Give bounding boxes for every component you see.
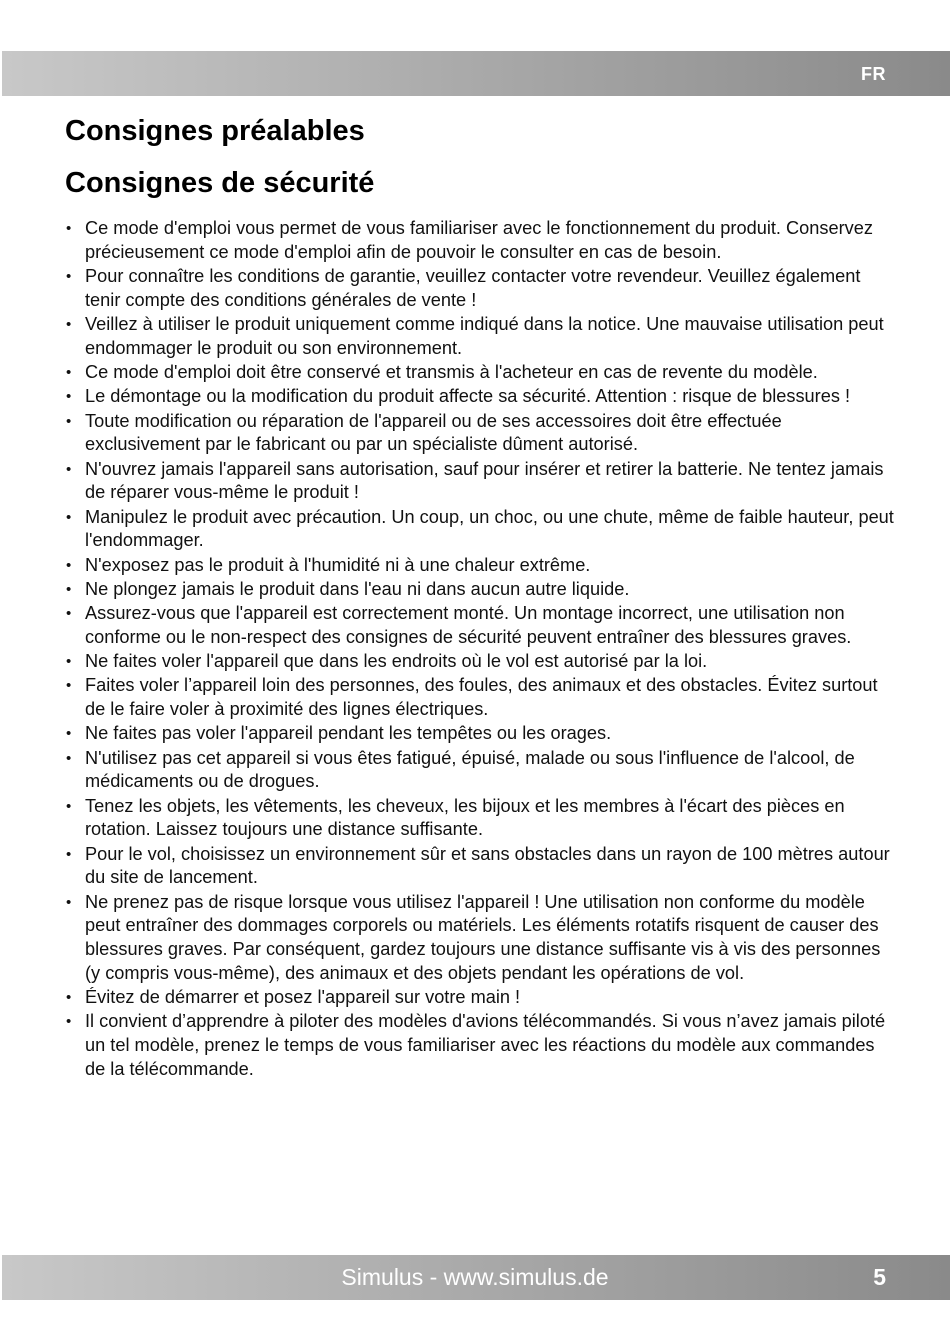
list-item-text: Ne faites pas voler l'appareil pendant les tempêtes ou les orages. [85, 723, 612, 744]
list-item-text: Pour le vol, choisissez un environnement sûr et sans obstacles dans un rayon de 100 mètres autour du site de lancement. [85, 843, 890, 888]
list-item-text: N'exposez pas le produit à l'humidité ni à une chaleur extrême. [85, 554, 591, 575]
bullet-icon: • [66, 749, 72, 767]
page-number: 5 [873, 1264, 886, 1290]
bullet-icon: • [66, 845, 72, 863]
footer-bar [2, 1255, 950, 1300]
list-item-text: Évitez de démarrer et posez l'appareil sur votre main ! [85, 987, 521, 1008]
bullet-icon: • [66, 653, 72, 671]
list-item-text: Ne plongez jamais le produit dans l'eau ni dans aucun autre liquide. [85, 578, 630, 599]
bullet-icon: • [66, 220, 72, 237]
list-item-text: Ce mode d'emploi doit être conservé et transmis à l'acheteur en cas de revente du modèle. [85, 362, 818, 382]
bullet-icon: • [66, 893, 72, 911]
list-item-text: Pour connaître les conditions de garantie, veuillez contacter votre revendeur. Veuillez également tenir compte des conditions générales de vente ! [85, 266, 861, 310]
page-title: Consignes préalables [65, 115, 365, 147]
list-item-text: N'ouvrez jamais l'appareil sans autorisation, sauf pour insérer et retirer la batterie. Ne tentez jamais de réparer vous-même le produit ! [85, 458, 884, 503]
list-item [65, 795, 895, 842]
list-item [65, 265, 895, 312]
list-item-text: Il convient d’apprendre à piloter des modèles d'avions télécommandés. Si vous n’avez jamais piloté un tel modèle, prenez le temps de vous familiariser avec les réactions du modèle aux commandes de la télécommande. [85, 1011, 886, 1079]
bullet-icon: • [66, 797, 72, 815]
bullet-icon: • [66, 388, 72, 406]
list-item [65, 602, 895, 649]
footer-website: Simulus - www.simulus.de [341, 1264, 609, 1290]
bullet-icon: • [66, 460, 72, 478]
bullet-icon: • [66, 725, 72, 743]
list-item [65, 891, 895, 986]
list-item [65, 747, 895, 794]
list-item [65, 554, 895, 578]
list-item [65, 578, 895, 602]
list-item-text: Assurez-vous que l'appareil est correctement monté. Un montage incorrect, une utilisation non conforme ou le non-respect des consignes de sécurité peuvent entraîner des blessures graves. [85, 603, 852, 647]
list-item-text: Manipulez le produit avec précaution. Un coup, un choc, ou une chute, même de faible hauteur, peut l'endommager. [85, 506, 894, 551]
language-label: FR [861, 64, 886, 84]
section-title: Consignes de sécurité [65, 167, 375, 199]
bullet-icon: • [66, 580, 72, 598]
list-item-text: Veillez à utiliser le produit uniquement comme indiqué dans la notice. Une mauvaise utilisation peut endommager le produit ou son environnement. [85, 314, 884, 358]
list-item [65, 986, 895, 1010]
bullet-icon: • [66, 412, 72, 430]
list-item [65, 385, 895, 409]
list-item-text: Tenez les objets, les vêtements, les cheveux, les bijoux et les membres à l'écart des pièces en rotation. Laissez toujours une distance suffisante. [85, 795, 845, 840]
list-item [65, 1010, 895, 1081]
list-item-text: Ce mode d'emploi vous permet de vous familiariser avec le fonctionnement du produit. Conservez précieusement ce mode d'emploi afin de pouvoir le consulter en cas de besoin. [85, 218, 873, 262]
bullet-icon: • [66, 556, 72, 574]
bullet-icon: • [66, 508, 72, 526]
bullet-icon: • [66, 316, 72, 333]
list-item-text: Faites voler l’appareil loin des personnes, des foules, des animaux et des obstacles. Évitez surtout de le faire voler à proximité des lignes électriques. [85, 675, 878, 720]
list-item [65, 217, 895, 264]
list-item [65, 674, 895, 721]
bullet-icon: • [66, 268, 72, 285]
list-item-text: N'utilisez pas cet appareil si vous êtes fatigué, épuisé, malade ou sous l'influence de l'alcool, de médicaments ou de drogues. [85, 747, 855, 792]
list-item-text: Le démontage ou la modification du produit affecte sa sécurité. Attention : risque de blessures ! [85, 386, 851, 407]
safety-instructions-list [65, 217, 895, 1082]
list-item [65, 722, 895, 746]
bullet-icon: • [66, 989, 72, 1007]
list-item [65, 313, 895, 360]
bullet-icon: • [66, 1013, 72, 1031]
bullet-icon: • [66, 364, 72, 381]
bullet-icon: • [66, 605, 72, 623]
list-item-text: Ne faites voler l'appareil que dans les endroits où le vol est autorisé par la loi. [85, 651, 708, 672]
header-bar [2, 51, 950, 96]
bullet-icon: • [66, 677, 72, 695]
list-item [65, 843, 895, 890]
list-item [65, 410, 895, 457]
list-item [65, 650, 895, 674]
list-item-text: Toute modification ou réparation de l'appareil ou de ses accessoires doit être effectuée exclusivement par le fabricant ou par un spécialiste dûment autorisé. [85, 410, 782, 455]
list-item [65, 458, 895, 505]
list-item [65, 361, 895, 385]
list-item [65, 506, 895, 553]
list-item-text: Ne prenez pas de risque lorsque vous utilisez l'appareil ! Une utilisation non conforme du modèle peut entraîner des dommages corporels ou matériels. Les éléments rotatifs risquent de causer des blessures graves. Par conséquent, gardez toujours une distance suffisante vis à vis des personnes (y compris vous-même), des animaux et des objets pendant les opérations de vol. [85, 891, 881, 983]
